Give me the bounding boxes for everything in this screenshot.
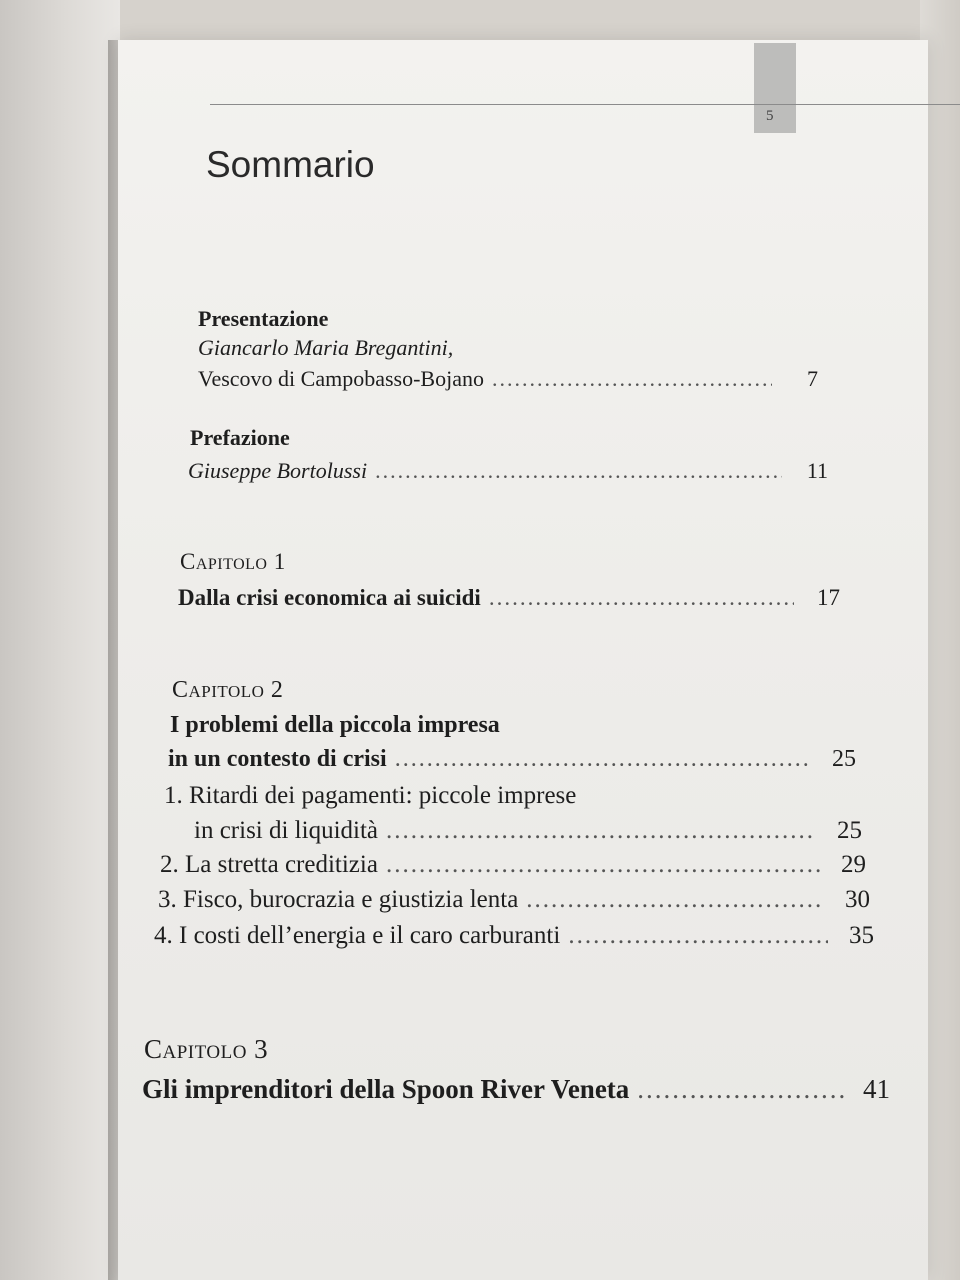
toc-entry-chapter-1[interactable]: [178, 585, 840, 611]
section-4-title: 4. I costi dell’energia e il caro carburanti: [154, 922, 561, 949]
prefazione-author: Giuseppe Bortolussi: [188, 458, 368, 483]
dot-leader: [568, 922, 828, 950]
chapter-2-title-line-2: in un contesto di crisi: [168, 746, 387, 772]
toc-entry-presentazione[interactable]: [198, 366, 818, 392]
entry-page-number: 25: [837, 817, 862, 844]
entry-page-number: 25: [832, 746, 856, 772]
toc-entry-chapter-2[interactable]: [168, 746, 856, 773]
entry-page-number: 11: [806, 458, 828, 483]
dot-leader: [386, 851, 820, 879]
section-1-line-2: in crisi di liquidità: [194, 817, 379, 844]
chapter-2-title-line-1: I problemi della piccola impresa: [170, 712, 500, 738]
dot-leader: [492, 366, 772, 392]
presentazione-heading: Presentazione: [198, 306, 329, 331]
toc-entry-chapter-3[interactable]: [142, 1074, 890, 1105]
page-number: 5: [766, 108, 774, 124]
chapter-3-title: Gli imprenditori della Spoon River Veneta: [142, 1074, 630, 1104]
dot-leader: [395, 746, 810, 773]
section-2-title: 2. La stretta creditizia: [160, 851, 378, 878]
facing-page: [0, 0, 120, 1280]
page-title: Sommario: [206, 144, 375, 185]
section-3-title: 3. Fisco, burocrazia e giustizia lenta: [158, 886, 519, 913]
presentazione-author: Giancarlo Maria Bregantini,: [198, 335, 454, 360]
section-1-line-1: 1. Ritardi dei pagamenti: piccole imprese: [164, 782, 577, 809]
toc-entry-prefazione[interactable]: [188, 458, 828, 484]
table-of-contents: [118, 40, 928, 1280]
presentazione-role: Vescovo di Campobasso-Bojano: [198, 366, 484, 391]
dot-leader: [375, 458, 782, 484]
toc-entry-section-3[interactable]: [158, 886, 870, 914]
entry-page-number: 35: [849, 922, 874, 949]
entry-page-number: 7: [807, 366, 818, 391]
entry-page-number: 30: [845, 886, 870, 913]
chapter-3-label: Capitolo 3: [144, 1034, 269, 1064]
toc-entry-section-1[interactable]: [194, 817, 862, 845]
toc-entry-section-2[interactable]: [160, 851, 866, 879]
entry-page-number: 29: [841, 851, 866, 878]
entry-page-number: 41: [863, 1074, 890, 1104]
chapter-1-title: Dalla crisi economica ai suicidi: [178, 585, 481, 610]
toc-entry-section-4[interactable]: [154, 922, 874, 950]
entry-page-number: 17: [817, 585, 840, 610]
dot-leader: [637, 1074, 844, 1105]
chapter-2-label: Capitolo 2: [172, 677, 284, 703]
dot-leader: [386, 817, 816, 845]
dot-leader: [526, 886, 824, 914]
book-page: [118, 40, 928, 1280]
chapter-1-label: Capitolo 1: [180, 549, 286, 574]
dot-leader: [489, 585, 794, 611]
prefazione-heading: Prefazione: [190, 425, 290, 450]
